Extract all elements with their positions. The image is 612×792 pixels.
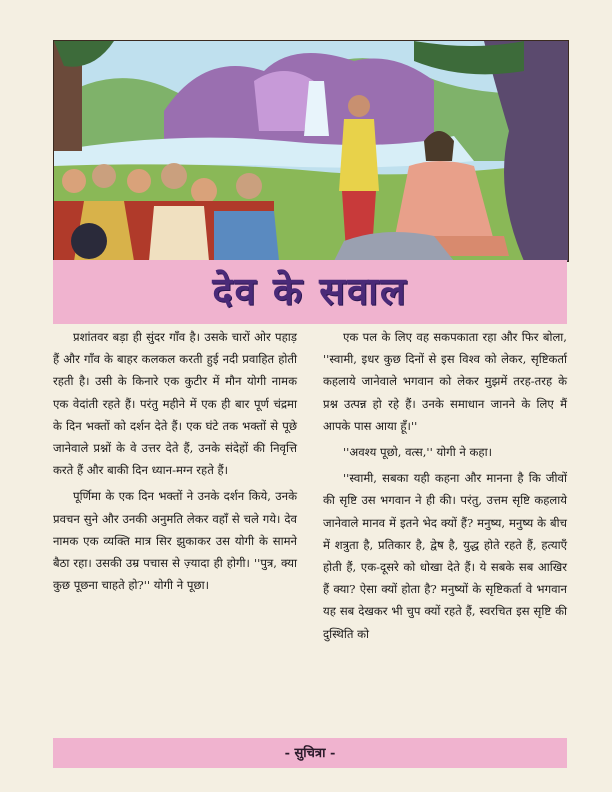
author-credit: - सुचित्रा - (284, 746, 336, 761)
story-body (53, 326, 567, 731)
paragraph: एक पल के लिए वह सकपकाता रहा और फिर बोला, ''स्वामी, इधर कुछ दिनों से इस विश्व को लेकर, सृष्टिकर्ता कहलाये जानेवाले भगवान को लेकर मुझमें तरह-तरह के प्रश्न उत्पन्न हो रहे हैं। उनके समाधान जानने के लिए मैं आपके पास आया हूँ।'' (323, 330, 567, 433)
right-column (323, 326, 567, 645)
story-title: देव के सवाल (212, 268, 408, 313)
paragraph: प्रशांतवर बड़ा ही सुंदर गाँव है। उसके चारों ओर पहाड़ हैं और गाँव के बाहर कलकल करती हुई नदी प्रवाहित होती रहती है। उसी के किनारे एक कुटीर में मौन योगी नामक एक वेदांती रहते हैं। परंतु महीने में एक ही बार पूर्ण चंद्रमा के दिन भक्तों को दर्शन देते हैं। एक घंटे तक भक्तों से पूछे जानेवाले प्रश्नों के वे उत्तर देते हैं, उनके संदेहों की निवृत्ति करते हैं और बाकी दिन ध्यान-मग्न रहते हैं। (53, 330, 297, 478)
paragraph: ''स्वामी, सबका यही कहना और मानना है कि जीवों की सृष्टि उस भगवान ने ही की। परंतु, उत्तम सृष्टि कहलाये जानेवाले मानव में इतने भेद क्यों हैं? मनुष्य, मनुष्य के बीच में शत्रुता है, प्रतिकार है, द्वेष है, युद्ध होते रहते हैं, हत्याएँ होती हैं, एक-दूसरे को धोखा देते हैं। ये सबके सब आखिर हैं क्या? ऐसा क्यों होता है? मनुष्यों के सृष्टिकर्ता वे भगवान यह सब देखकर भी चुप क्यों रहते हैं, स्वरचित इस सृष्टि की दुस्थिति को (323, 471, 567, 641)
illustration-art (54, 41, 568, 261)
paragraph: ''अवश्य पूछो, वत्स,'' योगी ने कहा। (343, 445, 492, 460)
title-band (53, 260, 567, 324)
story-illustration (53, 40, 569, 262)
footer-band (53, 738, 567, 768)
left-column (53, 326, 297, 596)
paragraph: पूर्णिमा के एक दिन भक्तों ने उनके दर्शन किये, उनके प्रवचन सुने और उनकी अनुमति लेकर वहाँ से चले गये। देव नामक एक व्यक्ति मात्र सिर झुकाकर उस योगी के सामने बैठा रहा। उसकी उम्र पचास से ज़्यादा ही होगी। ''पुत्र, क्या कुछ पूछना चाहते हो?'' योगी ने पूछा। (53, 489, 297, 593)
